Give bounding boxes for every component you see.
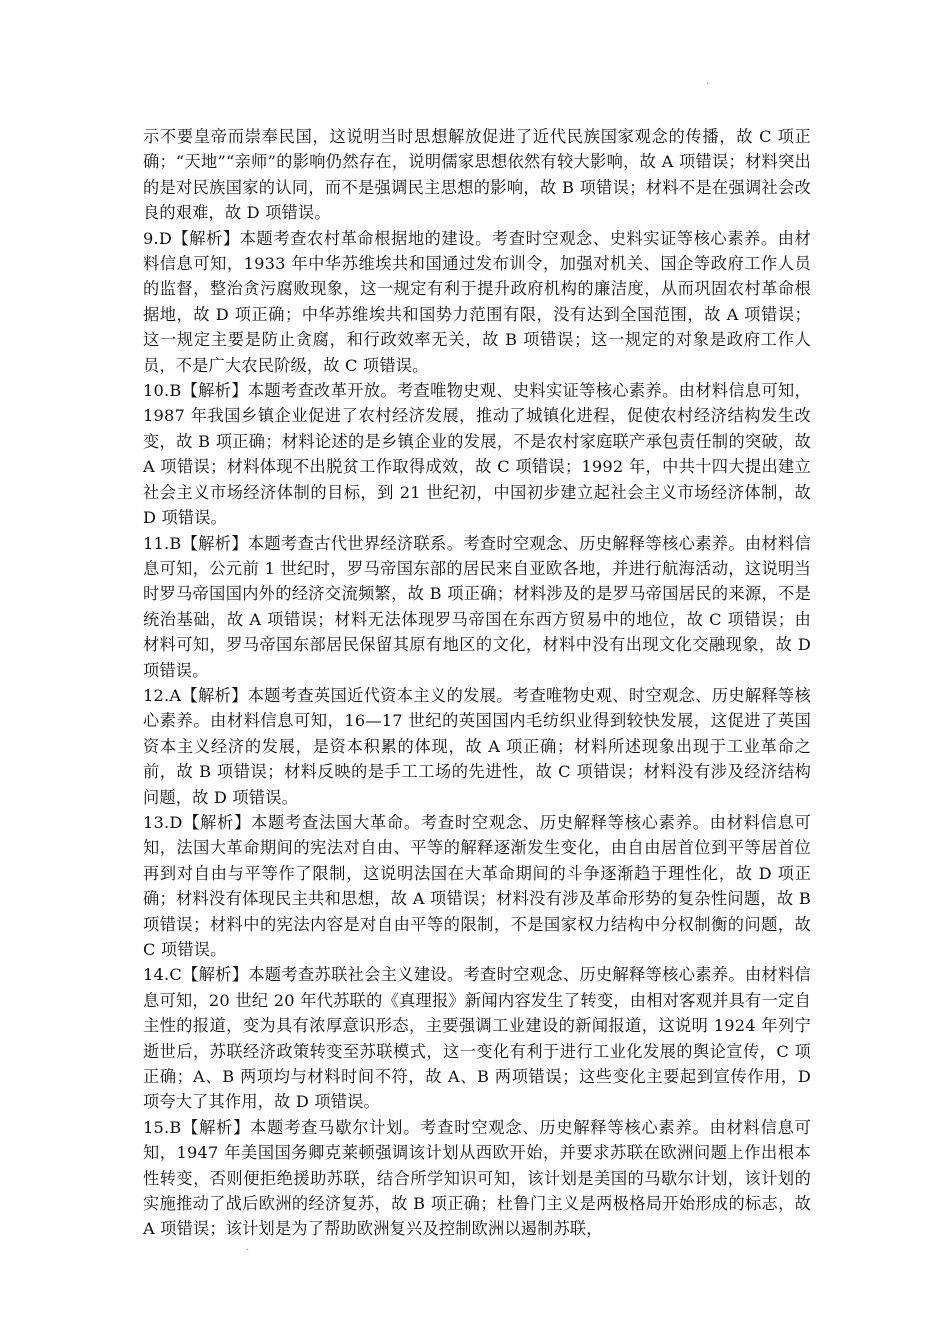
answer-12-explanation: 12.A【解析】本题考查英国近代资本主义的发展。考查唯物史观、时空观念、历史解释等核心素养。由材料信息可知，16—17 世纪的英国国内毛纺织业得到较快发展，这促进了英国资本主义经济的发展，是资本积累的体现，故 A 项正确；材料所述现象出现于工业革命之前，故 B 项错误；材料反映的是手工工场的先进性，故 C 项错误；材料没有涉及经济结构问题，故 D 项错误。 (143, 685, 811, 807)
answer-14-explanation: 14.C【解析】本题考查苏联社会主义建设。考查时空观念、历史解释等核心素养。由材料信息可知，20 世纪 20 年代苏联的《真理报》新闻内容发生了转变，由相对客观并具有一定自主性的报道，变为具有浓厚意识形态，主要强调工业建设的新闻报道，这说明 1924 年列宁逝世后，苏联经济政策转变至苏联模式，这一变化有利于进行工业化发展的舆论宣传，C 项正确；A、B 两项均与材料时间不符，故 A、B 两项错误；这些变化主要起到宣传作用，D 项夸大了其作用，故 D 项错误。 (143, 965, 811, 1112)
answer-13-explanation: 13.D【解析】本题考查法国大革命。考查时空观念、历史解释等核心素养。由材料信息可知，法国大革命期间的宪法对自由、平等的解释逐渐发生变化，由自由居首位到平等居首位再到对自由与平等作了限制，这说明法国在大革命期间的斗争逐渐趋于理性化，故 D 项正确；材料没有体现民主共和思想，故 A 项错误；材料没有涉及革命形势的复杂性问题，故 B 项错误；材料中的宪法内容是对自由平等的限制，不是国家权力结构中分权制衡的问题，故 C 项错误。 (143, 812, 811, 959)
paragraph-continuation: 示不要皇帝而崇奉民国，这说明当时思想解放促进了近代民族国家观念的传播，故 C 项正确；“天地”“亲师”的影响仍然存在，说明儒家思想依然有较大影响，故 A 项错误；材料突出的是对民族国家的认同，而不是强调民主思想的影响，故 B 项错误；材料不是在强调社会改良的艰难，故 D 项错误。 (143, 127, 811, 223)
answer-11-explanation: 11.B【解析】本题考查古代世界经济联系。考查时空观念、历史解释等核心素养。由材料信息可知，公元前 1 世纪时，罗马帝国东部的居民来自亚欧各地，并进行航海活动，这说明当时罗马帝国国内外的经济交流频繁，故 B 项正确；材料涉及的是罗马帝国居民的来源，不是统治基础，故 A 项错误；材料无法体现罗马帝国在东西方贸易中的地位，故 C 项错误；由材料可知，罗马帝国东部居民保留其原有地区的文化，材料中没有出现文化交融现象，故 D 项错误。 (143, 533, 811, 680)
footer-mark: · (246, 1245, 250, 1256)
answer-15-explanation: 15.B【解析】本题考查马歇尔计划。考查时空观念、历史解释等核心素养。由材料信息可知，1947 年美国国务卿克莱顿强调该计划从西欧开始，并要求苏联在欧洲问题上作出根本性转变，否则便拒绝援助苏联，结合所学知识可知，该计划是美国的马歇尔计划，该计划的实施推动了战后欧洲的经济复苏，故 B 项正确；杜鲁门主义是两极格局开始形成的标志，故 A 项错误；该计划是为了帮助欧洲复兴及控制欧洲以遏制苏联， (143, 1117, 811, 1239)
answer-10-explanation: 10.B【解析】本题考查改革开放。考查唯物史观、史料实证等核心素养。由材料信息可知，1987 年我国乡镇企业促进了农村经济发展，推动了城镇化进程，促使农村经济结构发生改变，故 B 项正确；材料论述的是乡镇企业的发展，不是农村家庭联产承包责任制的突破，故 A 项错误；材料体现不出脱贫工作取得成效，故 C 项错误；1992 年，中共十四大提出建立社会主义市场经济体制的目标，到 21 世纪初，中国初步建立起社会主义市场经济体制，故 D 项错误。 (143, 381, 811, 528)
answer-explanations (143, 124, 811, 1242)
answer-9-explanation: 9.D【解析】本题考查农村革命根据地的建设。考查时空观念、史料实证等核心素养。由材料信息可知，1933 年中华苏维埃共和国通过发布训令，加强对机关、国企等政府工作人员的监督，整治贪污腐败现象，这一规定有利于提升政府机构的廉洁度，从而巩固农村革命根据地，故 D 项正确；中华苏维埃共和国势力范围有限，没有达到全国范围，故 A 项错误；这一规定主要是防止贪腐，和行政效率无关，故 B 项错误；这一规定的对象是政府工作人员，不是广大农民阶级，故 C 项错误。 (143, 228, 811, 375)
corner-mark: · (706, 79, 710, 90)
